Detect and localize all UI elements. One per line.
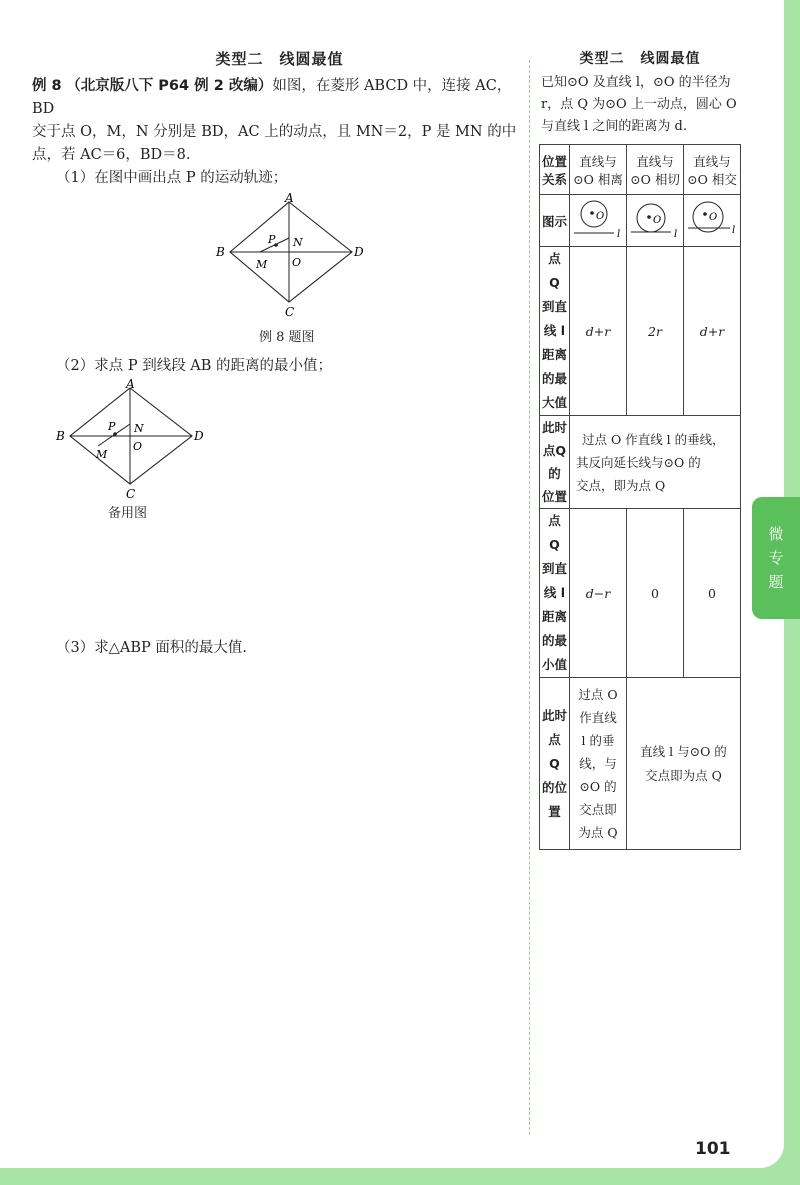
- maxpos-label-l3: 位置: [542, 489, 568, 504]
- label-p: P: [268, 233, 276, 246]
- center-label: O: [596, 211, 605, 222]
- example-source: （北京版八下 P64 例 2 改编）: [66, 78, 273, 94]
- right-column: [539, 48, 741, 850]
- minpos-label-l2: 点 Q: [548, 731, 561, 771]
- label-p-backup: P: [108, 420, 116, 433]
- min-row-label: [540, 509, 570, 678]
- example-line-2: 交于点 O，M，N 分别是 BD，AC 上的动点，且 MN＝2，P 是 MN 的中: [32, 124, 517, 140]
- max-label-l4: 距离: [542, 347, 568, 362]
- label-d-backup: D: [194, 429, 204, 443]
- label-o: O: [292, 256, 302, 269]
- header-separate-l2: ⊙O 相离: [573, 171, 623, 187]
- minpos-ti-l2: 交点即为点 Q: [645, 767, 722, 783]
- max-label-l1: 点 Q: [548, 251, 561, 290]
- header-relation-l1: 位置: [542, 153, 568, 169]
- circle-tangent-diagram: [629, 197, 681, 241]
- label-c: C: [285, 305, 295, 319]
- side-tab-micro-topic[interactable]: [752, 497, 800, 619]
- maxpos-desc-l3: 交点，即为点 Q: [576, 477, 666, 493]
- page-number: 101: [695, 1139, 731, 1159]
- center-label: O: [709, 212, 718, 223]
- line-label: l: [732, 225, 736, 236]
- line-circle-table: [539, 144, 741, 850]
- right-section-title: [539, 48, 741, 68]
- max-row-label: [540, 247, 570, 416]
- label-o-backup: O: [133, 440, 143, 453]
- center-dot: [703, 212, 707, 216]
- center-dot: [590, 211, 594, 215]
- side-tab-char-2: 专: [768, 549, 784, 567]
- label-b: B: [216, 245, 225, 259]
- minpos-sep-l7: 为点 Q: [578, 825, 618, 840]
- header-separate: [570, 145, 627, 195]
- min-label-l6: 小值: [542, 657, 568, 672]
- minpos-sep-l6: 交点即: [579, 802, 617, 817]
- min-position-tangent-intersect: [627, 678, 741, 850]
- label-b-backup: B: [56, 429, 65, 443]
- right-title-type: 类型二: [579, 51, 625, 67]
- question-1: （1）在图中画出点 P 的运动轨迹；: [56, 170, 288, 186]
- label-n: N: [293, 236, 303, 249]
- question-2: （2）求点 P 到线段 AB 的距离的最小值；: [56, 358, 333, 374]
- minpos-sep-l3: l 的垂: [581, 733, 615, 748]
- right-intro: [541, 72, 741, 138]
- min-position-separate: [570, 678, 627, 850]
- max-position-desc: [570, 416, 741, 509]
- center-label: O: [653, 215, 662, 226]
- maxpos-desc-l2: 其反向延长线与⊙O 的: [576, 454, 701, 470]
- table-row-figure: [540, 195, 741, 247]
- header-tangent-l1: 直线与: [636, 153, 674, 169]
- max-label-l2: 到直: [542, 299, 568, 314]
- max-label-l6: 大值: [542, 395, 568, 410]
- left-column: [32, 48, 527, 660]
- header-relation-l2: 关系: [542, 171, 568, 187]
- figure-tangent: [627, 195, 684, 247]
- minpos-sep-l1: 过点 O: [578, 687, 618, 702]
- intro-line-1: 已知⊙O 及直线 l，⊙O 的半径为: [541, 75, 731, 90]
- left-section-title: [32, 48, 527, 69]
- label-a-backup: A: [126, 378, 135, 391]
- side-tab-char-3: 题: [768, 573, 784, 591]
- min-label-l5: 的最: [542, 633, 568, 648]
- max-label-l5: 的最: [542, 371, 568, 386]
- example-statement: [32, 75, 527, 121]
- left-title-type: 类型二: [215, 50, 264, 68]
- minpos-label-l4: 置: [548, 803, 561, 819]
- min-label-l4: 距离: [542, 609, 568, 624]
- header-intersect-l2: ⊙O 相交: [687, 171, 737, 187]
- label-c-backup: C: [126, 487, 136, 501]
- header-intersect-l1: 直线与: [693, 153, 731, 169]
- max-separate: d+r: [570, 247, 627, 416]
- label-n-backup: N: [134, 422, 144, 435]
- table-row-min-position: [540, 678, 741, 850]
- circle-separate-diagram: [572, 197, 624, 241]
- header-tangent-l2: ⊙O 相切: [630, 171, 680, 187]
- header-separate-l1: 直线与: [579, 153, 617, 169]
- figure-separate: [570, 195, 627, 247]
- figure-intersect: [684, 195, 741, 247]
- min-label-l3: 线 l: [543, 585, 566, 600]
- minpos-label-l3: 的位: [542, 779, 568, 795]
- label-a: A: [285, 191, 294, 205]
- line-label: l: [674, 229, 678, 240]
- maxpos-label-l1: 此时: [542, 420, 568, 435]
- table-row-min: [540, 509, 741, 678]
- rhombus-figure-2: [32, 378, 527, 506]
- example-line-3: 点，若 AC＝6，BD＝8.: [32, 147, 191, 163]
- minpos-sep-l4: 线，与: [579, 756, 617, 771]
- max-intersect: d+r: [684, 247, 741, 416]
- minpos-ti-l1: 直线 l 与⊙O 的: [640, 743, 727, 759]
- max-tangent: 2r: [627, 247, 684, 416]
- minpos-sep-l5: ⊙O 的: [579, 779, 617, 794]
- right-title-topic: 线圆最值: [640, 51, 701, 67]
- minpos-label-l1: 此时: [542, 707, 568, 723]
- maxpos-desc-l1: 过点 O 作直线 l 的垂线，: [582, 431, 725, 447]
- minpos-sep-l2: 作直线: [579, 710, 617, 725]
- header-intersect: [684, 145, 741, 195]
- header-relation: [540, 145, 570, 195]
- rhombus-figure-1: [32, 190, 527, 330]
- label-m-backup: M: [96, 448, 108, 461]
- min-label-l1: 点 Q: [548, 513, 561, 552]
- min-tangent: 0: [627, 509, 684, 678]
- max-label-l3: 线 l: [543, 323, 566, 338]
- table-row-max-position: [540, 416, 741, 509]
- figure-1-caption: 例 8 题图: [259, 330, 315, 345]
- intro-line-3: 与直线 l 之间的距离为 d.: [541, 119, 688, 134]
- example-line-1: 如图，在菱形 ABCD 中，连接 AC，BD: [32, 78, 512, 117]
- figure-2-caption: 备用图: [108, 506, 148, 521]
- example-label: 例 8: [32, 78, 62, 94]
- table-row-max: [540, 247, 741, 416]
- left-title-topic: 线圆最值: [279, 50, 344, 68]
- intro-line-2: r，点 Q 为⊙O 上一动点，圆心 O: [541, 97, 737, 112]
- min-position-label: [540, 678, 570, 850]
- label-m: M: [256, 258, 268, 271]
- question-3: （3）求△ABP 面积的最大值.: [56, 640, 247, 656]
- side-tab-char-1: 微: [768, 525, 784, 543]
- circle-intersect-diagram: [686, 197, 738, 241]
- label-d: D: [354, 245, 364, 259]
- line-label: l: [617, 229, 621, 240]
- maxpos-label-l2: 点Q的: [542, 443, 567, 481]
- min-separate: d−r: [570, 509, 627, 678]
- center-dot: [647, 215, 651, 219]
- max-position-label: [540, 416, 570, 509]
- min-label-l2: 到直: [542, 561, 568, 576]
- figure-row-label: 图示: [540, 195, 570, 247]
- header-tangent: [627, 145, 684, 195]
- table-row-header: [540, 145, 741, 195]
- min-intersect: 0: [684, 509, 741, 678]
- column-divider: [529, 60, 530, 1135]
